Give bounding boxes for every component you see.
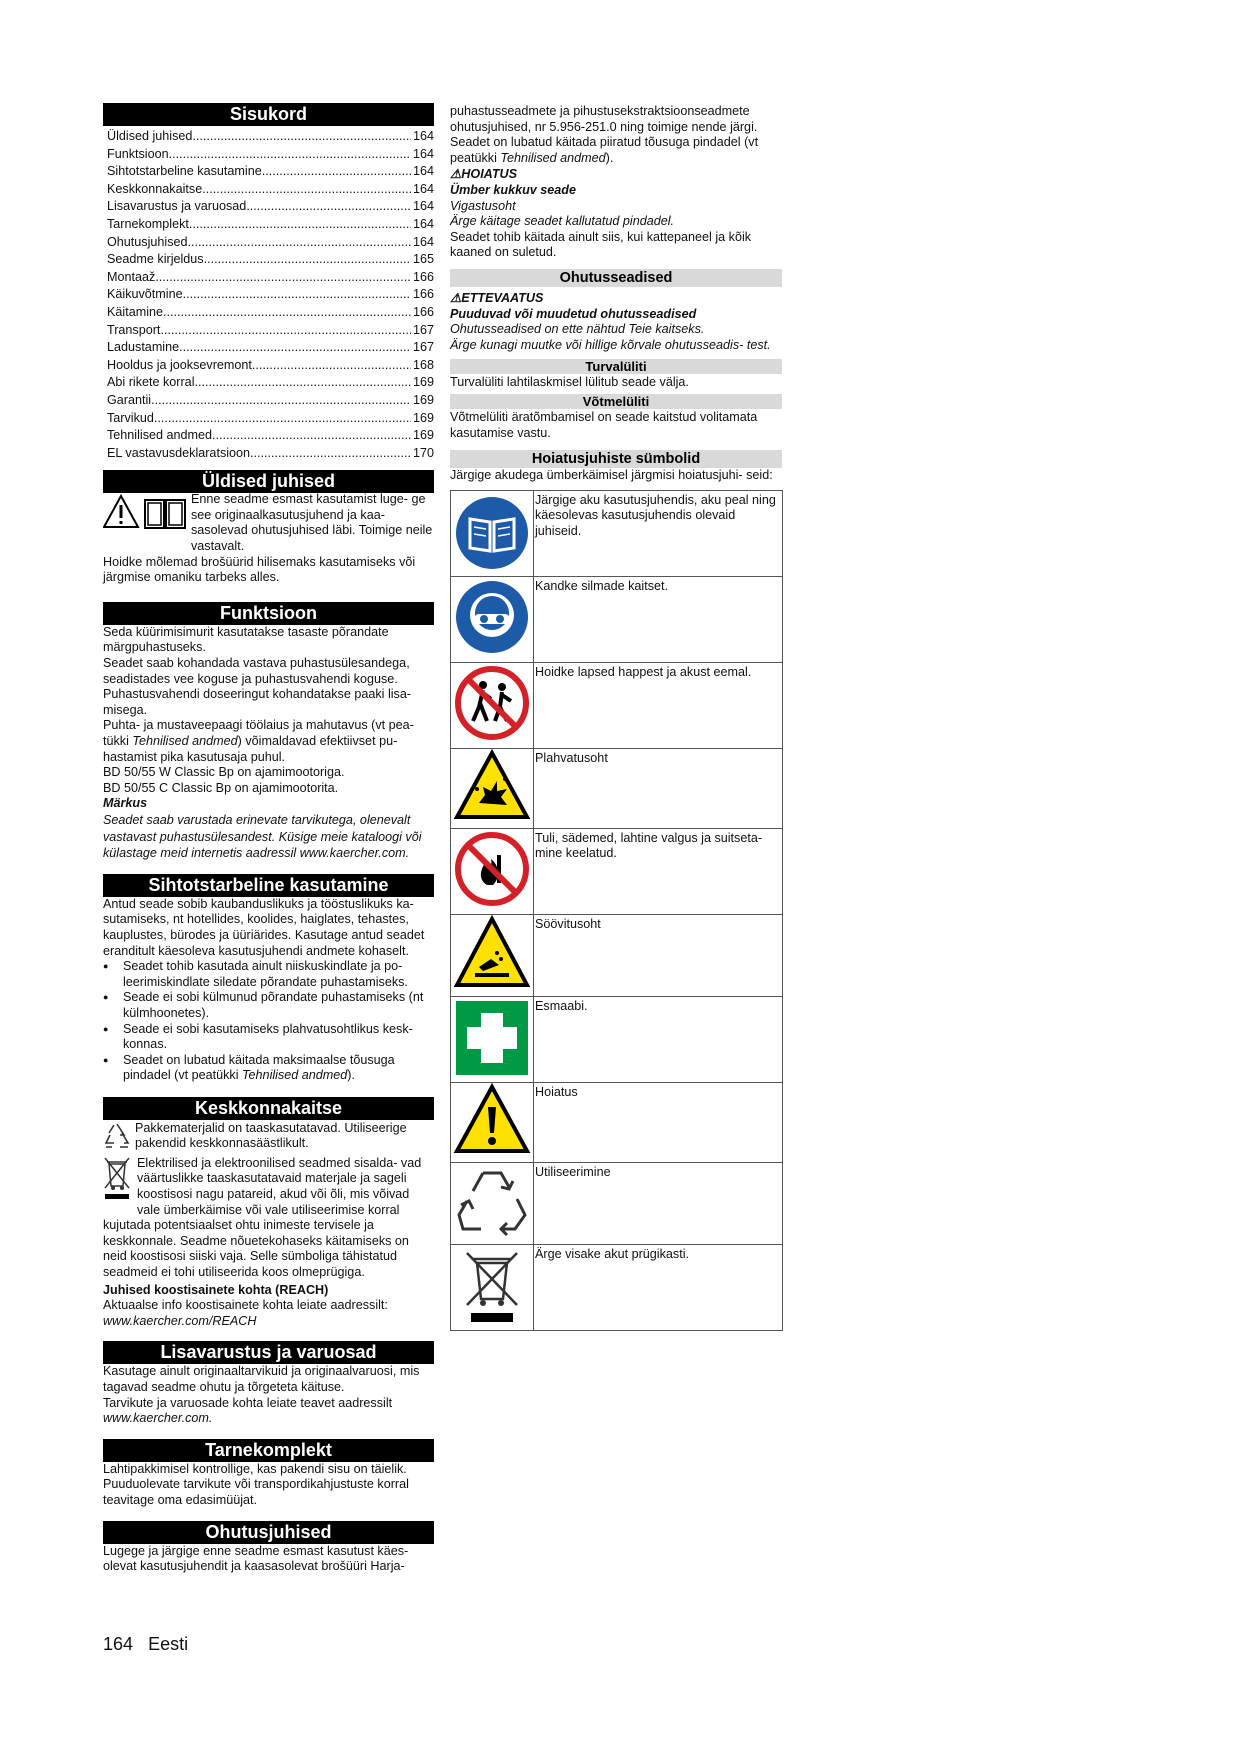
no-open-flame-icon xyxy=(453,829,531,909)
safety-devices-title: Ohutusseadised xyxy=(450,269,782,287)
toc-page: 164 xyxy=(412,164,434,179)
symbol-text: Utiliseerimine xyxy=(534,1162,783,1244)
note-text: Seadet saab varustada erinevate tarvikutega, olenevalt vastavast puhastusülesandest. Küsige meie kataloogi või külastage meid internetis aadressil www.kaercher.com. xyxy=(103,812,422,861)
toc-label: Sihtotstarbeline kasutamine xyxy=(107,164,262,179)
key-switch-text: Võtmelüliti äratõmbamisel on seade kaitstud volitamata kasutamise vastu. xyxy=(450,409,758,440)
warning-read-manual-icon xyxy=(103,494,187,535)
intended-text-1: Antud seade sobib kaubanduslikuks ja tööstuslikuks ka- sutamiseks, nt hotellides, koolides, haiglates, tehastes, kauplustes, bürodes ja üüriärides. Kasutage antud seadet eranditult käesoleva kasutusjuhendi andmete kohaselt. xyxy=(103,896,425,958)
symbol-cell xyxy=(451,662,534,748)
eye-protection-icon xyxy=(453,577,531,657)
toc-item[interactable] xyxy=(107,410,434,428)
toc-label: Lisavarustus ja varuosad xyxy=(107,199,247,214)
table-row xyxy=(451,490,783,576)
env-packaging xyxy=(103,1121,434,1156)
toc-item[interactable] xyxy=(107,304,434,322)
recycling-icon xyxy=(453,1163,531,1239)
table-row xyxy=(451,662,783,748)
toc-label: Üldised juhised xyxy=(107,129,193,143)
symbol-text: Esmaabi. xyxy=(534,996,783,1082)
symbol-cell xyxy=(451,1162,534,1244)
function-title: Funktsioon xyxy=(103,602,434,625)
general-title: Üldised juhised xyxy=(103,470,434,493)
symbol-text: Hoidke lapsed happest ja akust eemal. xyxy=(534,662,783,748)
table-of-contents xyxy=(107,128,434,462)
crossed-bin-icon xyxy=(453,1245,531,1325)
symbol-text: Ärge visake akut prügikasti. xyxy=(534,1244,783,1330)
warning-heading xyxy=(450,167,782,183)
toc-label: Tehnilised andmed xyxy=(107,428,213,443)
warning-text: Seadet tohib käitada ainult siis, kui kattepaneel ja kõik kaaned on suletud. xyxy=(450,229,752,260)
toc-label: Seadme kirjeldus xyxy=(107,252,204,267)
toc-page: 164 xyxy=(412,181,434,196)
toc-item[interactable] xyxy=(107,181,434,199)
symbol-cell xyxy=(451,748,534,828)
function-text-2: Seadet saab kohandada vastava puhastusülesandega, seadistades vee koguse ja puhastusvahendi koguse. xyxy=(103,656,410,686)
warning-line-2: Ärge käitage seadet kallutatud pindadel. xyxy=(450,214,675,229)
caution-heading xyxy=(450,291,782,307)
caution-triangle-icon: ⚠ xyxy=(450,290,462,305)
toc-item[interactable] xyxy=(107,269,434,287)
intended-use-title: Sihtotstarbeline kasutamine xyxy=(103,874,434,897)
safety-cont-2b: ). xyxy=(605,150,614,165)
note-title: Märkus xyxy=(103,796,148,811)
toc-item[interactable] xyxy=(107,286,434,304)
list-item xyxy=(103,1053,434,1084)
toc-item[interactable] xyxy=(107,216,434,234)
safety-cont-2a: Seadet on lubatud käitada piiratud tõusuga pindadel (vt peatükki xyxy=(450,135,759,165)
warning-icon xyxy=(453,1083,531,1157)
safety-title: Ohutusjuhised xyxy=(103,1521,434,1544)
toc-label: Käitamine xyxy=(107,304,164,319)
symbol-text: Järgige aku kasutusjuhendis, aku peal ning käesolevas kasutusjuhendis olevaid juhiseid. xyxy=(534,490,783,576)
warning-label: HOIATUS xyxy=(461,167,518,182)
general-intro xyxy=(103,494,434,554)
toc-item[interactable] xyxy=(107,339,434,357)
function-text-4 xyxy=(103,718,434,765)
toc-page: 164 xyxy=(412,129,434,143)
toc-page: 164 xyxy=(412,216,434,231)
list-item: ● Seadet tohib kasutada ainult niiskuskindlate ja po- leerimiskindlate siledate põrandate puhastamiseks. xyxy=(103,959,434,990)
toc-label: Abi rikete korral xyxy=(107,375,195,390)
accessories-title: Lisavarustus ja varuosad xyxy=(103,1341,434,1364)
recycling-small-icon xyxy=(103,1121,131,1156)
left-column xyxy=(103,103,434,1575)
reach-url[interactable]: www.kaercher.com/REACH xyxy=(103,1313,257,1328)
toc-page: 169 xyxy=(412,428,434,443)
safety-cont-1: puhastusseadmete ja pihustusekstraktsioonseadmete ohutusjuhised, nr 5.956-251.0 ning toimige nende järgi. xyxy=(450,104,758,134)
warning-line-1: Vigastusoht xyxy=(450,198,516,213)
symbol-cell xyxy=(451,1082,534,1162)
bullet-4-ref: Tehnilised andmed xyxy=(242,1068,348,1083)
toc-page: 167 xyxy=(412,340,434,355)
function-text-3: Puhastusvahendi doseeringut kohandatakse paaki lisa- misega. xyxy=(103,687,412,717)
toc-label: Ladustamine xyxy=(107,340,180,355)
toc-page: 169 xyxy=(412,410,434,425)
safety-switch-title: Turvalüliti xyxy=(450,359,782,374)
function-text-6: BD 50/55 C Classic Bp on ajamimootorita. xyxy=(103,780,339,795)
table-row xyxy=(451,828,783,914)
function-text-5: BD 50/55 W Classic Bp on ajamimootoriga. xyxy=(103,765,345,780)
toc-item[interactable] xyxy=(107,251,434,269)
reach-title: Juhised koostisainete kohta (REACH) xyxy=(103,1282,329,1297)
warning-triangle-icon: ⚠ xyxy=(450,167,462,182)
symbols-intro: Järgige akudega ümberkäimisel järgmisi hoiatusjuhi- seid: xyxy=(450,468,773,483)
environment-title: Keskkonnakaitse xyxy=(103,1097,434,1120)
page-number: 164 xyxy=(103,1634,134,1654)
footer-language: Eesti xyxy=(148,1634,189,1654)
accessories-url[interactable]: www.kaercher.com. xyxy=(103,1411,213,1426)
symbol-cell xyxy=(451,914,534,996)
symbol-text: Plahvatusoht xyxy=(534,748,783,828)
symbol-text: Söövitusoht xyxy=(534,914,783,996)
toc-item[interactable] xyxy=(107,146,434,164)
bullet-4a: Seadet on lubatud käitada maksimaalse tõusuga pindadel (vt peatükki xyxy=(123,1052,395,1083)
table-row xyxy=(451,1244,783,1330)
corrosive-icon xyxy=(453,915,531,991)
toc-item[interactable] xyxy=(107,357,434,375)
general-text-2: Hoidke mõlemad brošüürid hilisemaks kasutamiseks või järgmise omaniku tarbeks alles. xyxy=(103,554,416,585)
toc-label: Garantii xyxy=(107,392,152,407)
caution-line-1: Ohutusseadised on ette nähtud Teie kaitseks. xyxy=(450,322,705,337)
toc-page: 164 xyxy=(412,234,434,249)
toc-item[interactable] xyxy=(107,392,434,410)
toc-label: Käikuvõtmine xyxy=(107,287,183,302)
no-children-icon xyxy=(453,663,531,743)
safety-text: Lugege ja järgige enne seadme esmast kasutust käes- olevat kasutusjuhendit ja kaasasolevat brošüüri Harja- xyxy=(103,1543,409,1574)
toc-item[interactable] xyxy=(107,198,434,216)
toc-page: 166 xyxy=(412,304,434,319)
table-row xyxy=(451,1162,783,1244)
first-aid-icon xyxy=(453,997,531,1077)
list-item: ● Seade ei sobi kasutamiseks plahvatusohtlikus kesk- konnas. xyxy=(103,1022,434,1053)
accessories-text-2: Tarvikute ja varuosade kohta leiate teavet aadressilt xyxy=(103,1395,393,1410)
toc-label: Hooldus ja jooksevremont xyxy=(107,357,252,372)
symbol-text: Kandke silmade kaitset. xyxy=(534,576,783,662)
symbols-title: Hoiatusjuhiste sümbolid xyxy=(450,450,782,468)
function-text-4-ref: Tehnilised andmed xyxy=(132,734,238,748)
toc-page: 169 xyxy=(412,392,434,407)
toc-page: 167 xyxy=(412,322,434,337)
delivery-title: Tarnekomplekt xyxy=(103,1439,434,1462)
function-text-4a: Puhta- ja mustaveepaagi töölaius ja mahutavus (vt pea- tükki xyxy=(103,718,414,748)
symbol-text: Tuli, sädemed, lahtine valgus ja suitseta- mine keelatud. xyxy=(534,828,783,914)
explosion-hazard-icon xyxy=(453,749,531,823)
toc-title: Sisukord xyxy=(103,103,434,126)
general-text-1: Enne seadme esmast kasutamist luge- ge see originaalkasutusjuhend ja kaa- sasolevad ohutusjuhised läbi. Toimige neile vastavalt. xyxy=(191,492,433,554)
toc-label: Montaaž xyxy=(107,269,156,284)
bullet-4b: ). xyxy=(347,1068,355,1083)
caution-title: Puuduvad või muudetud ohutusseadised xyxy=(450,306,697,321)
env-text-1: Pakkematerjalid on taaskasutatavad. Utiliseerige pakendid keskkonnasäästlikult. xyxy=(135,1120,407,1151)
toc-label: Tarvikud xyxy=(107,410,154,425)
env-weee xyxy=(103,1156,434,1281)
safety-switch-text: Turvalüliti lahtilaskmisel lülitub seade välja. xyxy=(450,375,689,390)
delivery-text: Lahtipakkimisel kontrollige, kas pakendi sisu on täielik. Puuduolevate tarvikute või transpordikahjustuste korral teavitage oma edasimüüjat. xyxy=(103,1461,409,1507)
toc-page: 164 xyxy=(412,146,434,161)
env-text-2-body: Elektrilised ja elektroonilised seadmed sisalda- vad väärtuslikke taaskasutatavaid materjale ja sageli koostisosi nagu patareid, akud või õli, mis võivad vale ümberkäimise või vale utiliseerimise korral kujutada potentsiaalset ohtu inimeste tervisele ja keskkonnale. Seadme nõuetekohaseks käitamiseks on neid koostisosi siiski vaja. Selle sümboliga tähistatud seadmeid ei tohi utiliseerida koos olmeprügiga. xyxy=(103,1155,422,1280)
caution-line-2: Ärge kunagi muutke või hillige kõrvale ohutusseadis- test. xyxy=(450,337,771,352)
toc-item[interactable] xyxy=(107,234,434,252)
toc-label: Tarnekomplekt xyxy=(107,216,189,231)
list-item: ● Seade ei sobi külmunud põrandate puhastamiseks (nt külmhoonetes). xyxy=(103,990,434,1021)
intended-bullet-list xyxy=(103,959,434,1084)
toc-item[interactable] xyxy=(107,374,434,392)
table-row xyxy=(451,748,783,828)
toc-item[interactable] xyxy=(107,322,434,340)
reach-text: Aktuaalse info koostisainete kohta leiate aadressilt: xyxy=(103,1298,388,1313)
key-switch-title: Võtmelüliti xyxy=(450,394,782,409)
toc-page: 168 xyxy=(412,357,434,372)
accessories-text-1: Kasutage ainult originaaltarvikuid ja originaalvaruosi, mis tagavad seadme ohutu ja tõrgeteta käituse. xyxy=(103,1364,420,1394)
toc-item[interactable] xyxy=(107,445,434,463)
toc-label: Ohutusjuhised xyxy=(107,234,188,249)
toc-item[interactable] xyxy=(107,128,434,146)
safety-cont-2 xyxy=(450,135,782,166)
read-manual-icon xyxy=(453,491,531,571)
table-row xyxy=(451,914,783,996)
symbol-text: Hoiatus xyxy=(534,1082,783,1162)
symbol-cell xyxy=(451,576,534,662)
toc-page: 170 xyxy=(412,445,434,460)
env-text-2 xyxy=(103,1156,434,1281)
symbol-cell xyxy=(451,490,534,576)
toc-page: 166 xyxy=(412,287,434,302)
symbols-table xyxy=(450,490,783,1331)
toc-page: 169 xyxy=(412,375,434,390)
caution-label: ETTEVAATUS xyxy=(461,290,544,305)
page-footer xyxy=(103,1634,188,1655)
toc-label: Funktsioon xyxy=(107,146,169,161)
toc-label: Transport xyxy=(107,322,161,337)
crossed-bin-small-icon xyxy=(103,1156,131,1205)
warning-title: Ümber kukkuv seade xyxy=(450,182,576,197)
table-row xyxy=(451,996,783,1082)
toc-item[interactable] xyxy=(107,427,434,445)
function-text-4b: ) võimaldavad efektiivset pu- hastamist pika kasutusaja puhul. xyxy=(103,734,398,764)
table-row xyxy=(451,1082,783,1162)
symbol-cell xyxy=(451,996,534,1082)
function-text-1: Seda küürimisimurit kasutatakse tasaste põrandate märgpuhastuseks. xyxy=(103,624,389,655)
safety-cont-2-ref: Tehnilised andmed xyxy=(500,150,606,165)
right-column xyxy=(450,104,782,1331)
table-row xyxy=(451,576,783,662)
toc-page: 166 xyxy=(412,269,434,284)
toc-label: EL vastavusdeklaratsioon xyxy=(107,445,251,460)
symbol-cell xyxy=(451,828,534,914)
toc-page: 164 xyxy=(412,199,434,214)
toc-item[interactable] xyxy=(107,163,434,181)
toc-label: Keskkonnakaitse xyxy=(107,181,203,196)
symbol-cell xyxy=(451,1244,534,1330)
toc-page: 165 xyxy=(412,252,434,267)
